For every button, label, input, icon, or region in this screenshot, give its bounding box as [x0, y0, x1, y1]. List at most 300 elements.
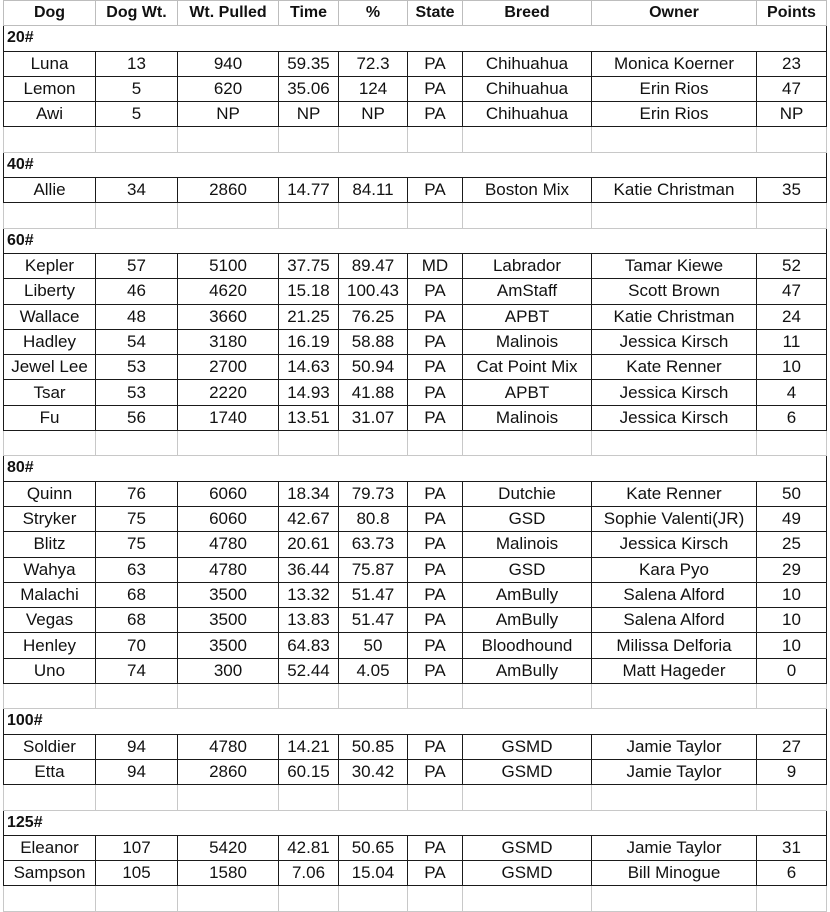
cell-breed[interactable]: Chihuahua	[463, 102, 592, 127]
cell-breed[interactable]: Dutchie	[463, 481, 592, 506]
weight-class-label[interactable]: 100#	[4, 709, 827, 734]
empty-cell[interactable]	[592, 785, 757, 810]
cell-points[interactable]: 10	[757, 633, 827, 658]
empty-cell[interactable]	[463, 127, 592, 152]
empty-cell[interactable]	[4, 785, 96, 810]
cell-points[interactable]: 47	[757, 76, 827, 101]
empty-cell[interactable]	[408, 785, 463, 810]
empty-cell[interactable]	[339, 127, 408, 152]
cell-points[interactable]: 29	[757, 557, 827, 582]
cell-time[interactable]: 13.83	[279, 608, 339, 633]
weight-class-row	[4, 709, 827, 734]
cell-dog[interactable]: Wallace	[4, 304, 96, 329]
cell-state[interactable]: PA	[408, 506, 463, 531]
empty-cell[interactable]	[4, 431, 96, 456]
empty-cell[interactable]	[4, 203, 96, 228]
cell-breed[interactable]: AmBully	[463, 658, 592, 683]
table-body	[4, 26, 827, 911]
empty-cell[interactable]	[592, 431, 757, 456]
cell-percent[interactable]: 72.3	[339, 51, 408, 76]
cell-dog-weight[interactable]: 48	[96, 304, 178, 329]
cell-dog-weight[interactable]: 70	[96, 633, 178, 658]
cell-weight-pulled[interactable]: 3180	[178, 329, 279, 354]
empty-cell[interactable]	[96, 886, 178, 911]
column-header-time[interactable]: Time	[279, 1, 339, 26]
cell-percent[interactable]: 30.42	[339, 759, 408, 784]
table-row	[4, 405, 827, 430]
cell-weight-pulled[interactable]: 2700	[178, 355, 279, 380]
table-row	[4, 759, 827, 784]
cell-time[interactable]: 14.63	[279, 355, 339, 380]
table-row	[4, 380, 827, 405]
cell-owner[interactable]: Salena Alford	[592, 608, 757, 633]
cell-points[interactable]: 35	[757, 178, 827, 203]
cell-time[interactable]: 14.93	[279, 380, 339, 405]
cell-dog-weight[interactable]: 76	[96, 481, 178, 506]
empty-cell[interactable]	[339, 886, 408, 911]
cell-dog-weight[interactable]: 5	[96, 76, 178, 101]
cell-state[interactable]: PA	[408, 658, 463, 683]
cell-percent[interactable]: 84.11	[339, 178, 408, 203]
cell-weight-pulled[interactable]: 4780	[178, 557, 279, 582]
column-header-percent[interactable]: %	[339, 1, 408, 26]
cell-time[interactable]: 21.25	[279, 304, 339, 329]
cell-points[interactable]: 10	[757, 582, 827, 607]
empty-cell[interactable]	[463, 431, 592, 456]
cell-state[interactable]: MD	[408, 253, 463, 278]
cell-dog-weight[interactable]: 68	[96, 582, 178, 607]
cell-time[interactable]: 42.81	[279, 835, 339, 860]
cell-owner[interactable]: Salena Alford	[592, 582, 757, 607]
cell-weight-pulled[interactable]: 3660	[178, 304, 279, 329]
cell-percent[interactable]: 76.25	[339, 304, 408, 329]
cell-owner[interactable]: Erin Rios	[592, 102, 757, 127]
empty-cell[interactable]	[178, 127, 279, 152]
column-header-state[interactable]: State	[408, 1, 463, 26]
cell-state[interactable]: PA	[408, 178, 463, 203]
cell-points[interactable]: 47	[757, 279, 827, 304]
cell-time[interactable]: 20.61	[279, 532, 339, 557]
cell-percent[interactable]: 50.85	[339, 734, 408, 759]
table-row	[4, 329, 827, 354]
cell-state[interactable]: PA	[408, 835, 463, 860]
empty-cell[interactable]	[592, 127, 757, 152]
cell-owner[interactable]: Kate Renner	[592, 355, 757, 380]
cell-breed[interactable]: GSD	[463, 506, 592, 531]
cell-dog-weight[interactable]: 53	[96, 355, 178, 380]
cell-dog-weight[interactable]: 68	[96, 608, 178, 633]
cell-dog-weight[interactable]: 46	[96, 279, 178, 304]
spacer-row	[4, 785, 827, 810]
cell-breed[interactable]: Chihuahua	[463, 76, 592, 101]
weight-class-row	[4, 456, 827, 481]
column-header-breed[interactable]: Breed	[463, 1, 592, 26]
cell-state[interactable]: PA	[408, 51, 463, 76]
weight-class-row	[4, 152, 827, 177]
spacer-row	[4, 431, 827, 456]
cell-breed[interactable]: Malinois	[463, 405, 592, 430]
table-row	[4, 532, 827, 557]
cell-dog[interactable]: Malachi	[4, 582, 96, 607]
cell-owner[interactable]: Erin Rios	[592, 76, 757, 101]
cell-percent[interactable]: 58.88	[339, 329, 408, 354]
cell-breed[interactable]: APBT	[463, 304, 592, 329]
cell-percent[interactable]: NP	[339, 102, 408, 127]
cell-points[interactable]: 24	[757, 304, 827, 329]
empty-cell[interactable]	[408, 431, 463, 456]
empty-cell[interactable]	[4, 127, 96, 152]
cell-dog-weight[interactable]: 54	[96, 329, 178, 354]
cell-dog[interactable]: Awi	[4, 102, 96, 127]
cell-weight-pulled[interactable]: 4780	[178, 532, 279, 557]
empty-cell[interactable]	[339, 203, 408, 228]
empty-cell[interactable]	[4, 684, 96, 709]
cell-points[interactable]: 25	[757, 532, 827, 557]
cell-owner[interactable]: Bill Minogue	[592, 861, 757, 886]
cell-time[interactable]: 64.83	[279, 633, 339, 658]
table-row	[4, 76, 827, 101]
empty-cell[interactable]	[96, 431, 178, 456]
cell-points[interactable]: 23	[757, 51, 827, 76]
cell-owner[interactable]: Katie Christman	[592, 304, 757, 329]
cell-percent[interactable]: 50.65	[339, 835, 408, 860]
cell-state[interactable]: PA	[408, 355, 463, 380]
cell-owner[interactable]: Jessica Kirsch	[592, 380, 757, 405]
table-row	[4, 633, 827, 658]
empty-cell[interactable]	[757, 684, 827, 709]
cell-weight-pulled[interactable]: 6060	[178, 506, 279, 531]
empty-cell[interactable]	[408, 886, 463, 911]
cell-breed[interactable]: GSMD	[463, 861, 592, 886]
cell-owner[interactable]: Jamie Taylor	[592, 835, 757, 860]
table-row	[4, 279, 827, 304]
cell-time[interactable]: 60.15	[279, 759, 339, 784]
cell-owner[interactable]: Katie Christman	[592, 178, 757, 203]
cell-percent[interactable]: 100.43	[339, 279, 408, 304]
cell-percent[interactable]: 50.94	[339, 355, 408, 380]
empty-cell[interactable]	[757, 203, 827, 228]
cell-dog-weight[interactable]: 105	[96, 861, 178, 886]
cell-percent[interactable]: 31.07	[339, 405, 408, 430]
cell-state[interactable]: PA	[408, 734, 463, 759]
cell-percent[interactable]: 79.73	[339, 481, 408, 506]
empty-cell[interactable]	[96, 785, 178, 810]
empty-cell[interactable]	[463, 785, 592, 810]
cell-points[interactable]: 10	[757, 608, 827, 633]
cell-time[interactable]: 42.67	[279, 506, 339, 531]
cell-weight-pulled[interactable]: 1740	[178, 405, 279, 430]
cell-time[interactable]: 52.44	[279, 658, 339, 683]
column-header-points[interactable]: Points	[757, 1, 827, 26]
cell-points[interactable]: 10	[757, 355, 827, 380]
weight-class-row	[4, 810, 827, 835]
cell-time[interactable]: 15.18	[279, 279, 339, 304]
cell-dog-weight[interactable]: 63	[96, 557, 178, 582]
cell-dog-weight[interactable]: 94	[96, 759, 178, 784]
empty-cell[interactable]	[4, 886, 96, 911]
cell-time[interactable]: 7.06	[279, 861, 339, 886]
table-row	[4, 51, 827, 76]
cell-dog-weight[interactable]: 57	[96, 253, 178, 278]
cell-weight-pulled[interactable]: 5420	[178, 835, 279, 860]
cell-weight-pulled[interactable]: 620	[178, 76, 279, 101]
cell-dog[interactable]: Hadley	[4, 329, 96, 354]
cell-breed[interactable]: GSD	[463, 557, 592, 582]
cell-percent[interactable]: 89.47	[339, 253, 408, 278]
empty-cell[interactable]	[339, 785, 408, 810]
cell-weight-pulled[interactable]: 4620	[178, 279, 279, 304]
cell-points[interactable]: 6	[757, 861, 827, 886]
cell-dog[interactable]: Lemon	[4, 76, 96, 101]
weight-class-label[interactable]: 20#	[4, 26, 827, 51]
cell-dog[interactable]: Tsar	[4, 380, 96, 405]
cell-points[interactable]: 9	[757, 759, 827, 784]
cell-owner[interactable]: Tamar Kiewe	[592, 253, 757, 278]
cell-weight-pulled[interactable]: 300	[178, 658, 279, 683]
cell-time[interactable]: NP	[279, 102, 339, 127]
cell-dog-weight[interactable]: 107	[96, 835, 178, 860]
cell-weight-pulled[interactable]: 3500	[178, 633, 279, 658]
cell-weight-pulled[interactable]: 2860	[178, 759, 279, 784]
cell-dog-weight[interactable]: 34	[96, 178, 178, 203]
table-row	[4, 582, 827, 607]
cell-breed[interactable]: Malinois	[463, 532, 592, 557]
cell-dog[interactable]: Blitz	[4, 532, 96, 557]
cell-dog-weight[interactable]: 75	[96, 532, 178, 557]
empty-cell[interactable]	[757, 127, 827, 152]
empty-cell[interactable]	[279, 684, 339, 709]
cell-owner[interactable]: Jessica Kirsch	[592, 405, 757, 430]
cell-breed[interactable]: GSMD	[463, 835, 592, 860]
cell-dog[interactable]: Wahya	[4, 557, 96, 582]
empty-cell[interactable]	[96, 203, 178, 228]
cell-owner[interactable]: Scott Brown	[592, 279, 757, 304]
cell-percent[interactable]: 50	[339, 633, 408, 658]
cell-time[interactable]: 14.77	[279, 178, 339, 203]
cell-breed[interactable]: Labrador	[463, 253, 592, 278]
empty-cell[interactable]	[96, 684, 178, 709]
cell-state[interactable]: PA	[408, 582, 463, 607]
table-row	[4, 253, 827, 278]
weight-class-label[interactable]: 60#	[4, 228, 827, 253]
cell-percent[interactable]: 4.05	[339, 658, 408, 683]
cell-state[interactable]: PA	[408, 633, 463, 658]
cell-owner[interactable]: Milissa Delforia	[592, 633, 757, 658]
cell-owner[interactable]: Matt Hageder	[592, 658, 757, 683]
cell-time[interactable]: 16.19	[279, 329, 339, 354]
cell-percent[interactable]: 124	[339, 76, 408, 101]
cell-dog[interactable]: Luna	[4, 51, 96, 76]
cell-state[interactable]: PA	[408, 329, 463, 354]
column-header-weight-pulled[interactable]: Wt. Pulled	[178, 1, 279, 26]
cell-points[interactable]: 4	[757, 380, 827, 405]
cell-owner[interactable]: Jessica Kirsch	[592, 532, 757, 557]
cell-breed[interactable]: Malinois	[463, 329, 592, 354]
cell-dog-weight[interactable]: 94	[96, 734, 178, 759]
cell-points[interactable]: 49	[757, 506, 827, 531]
cell-dog[interactable]: Vegas	[4, 608, 96, 633]
empty-cell[interactable]	[279, 203, 339, 228]
cell-state[interactable]: PA	[408, 304, 463, 329]
cell-owner[interactable]: Kara Pyo	[592, 557, 757, 582]
cell-time[interactable]: 13.32	[279, 582, 339, 607]
empty-cell[interactable]	[757, 785, 827, 810]
table-row	[4, 481, 827, 506]
cell-dog[interactable]: Jewel Lee	[4, 355, 96, 380]
cell-dog[interactable]: Henley	[4, 633, 96, 658]
cell-points[interactable]: 27	[757, 734, 827, 759]
cell-points[interactable]: 52	[757, 253, 827, 278]
cell-dog-weight[interactable]: 75	[96, 506, 178, 531]
cell-dog[interactable]: Stryker	[4, 506, 96, 531]
cell-owner[interactable]: Sophie Valenti(JR)	[592, 506, 757, 531]
empty-cell[interactable]	[408, 203, 463, 228]
cell-owner[interactable]: Monica Koerner	[592, 51, 757, 76]
cell-points[interactable]: 6	[757, 405, 827, 430]
cell-breed[interactable]: GSMD	[463, 734, 592, 759]
empty-cell[interactable]	[178, 203, 279, 228]
cell-breed[interactable]: AmStaff	[463, 279, 592, 304]
empty-cell[interactable]	[279, 785, 339, 810]
empty-cell[interactable]	[178, 684, 279, 709]
cell-state[interactable]: PA	[408, 102, 463, 127]
weight-class-row	[4, 228, 827, 253]
cell-owner[interactable]: Jamie Taylor	[592, 759, 757, 784]
cell-state[interactable]: PA	[408, 76, 463, 101]
cell-percent[interactable]: 63.73	[339, 532, 408, 557]
cell-dog[interactable]: Quinn	[4, 481, 96, 506]
cell-state[interactable]: PA	[408, 608, 463, 633]
cell-points[interactable]: NP	[757, 102, 827, 127]
weight-class-label[interactable]: 80#	[4, 456, 827, 481]
empty-cell[interactable]	[463, 886, 592, 911]
empty-cell[interactable]	[96, 127, 178, 152]
cell-time[interactable]: 13.51	[279, 405, 339, 430]
cell-dog-weight[interactable]: 53	[96, 380, 178, 405]
empty-cell[interactable]	[178, 431, 279, 456]
cell-dog[interactable]: Sampson	[4, 861, 96, 886]
cell-breed[interactable]: AmBully	[463, 608, 592, 633]
cell-percent[interactable]: 51.47	[339, 582, 408, 607]
cell-weight-pulled[interactable]: 1580	[178, 861, 279, 886]
empty-cell[interactable]	[757, 886, 827, 911]
cell-breed[interactable]: APBT	[463, 380, 592, 405]
cell-percent[interactable]: 51.47	[339, 608, 408, 633]
empty-cell[interactable]	[339, 431, 408, 456]
cell-weight-pulled[interactable]: 2860	[178, 178, 279, 203]
table-row	[4, 304, 827, 329]
empty-cell[interactable]	[408, 684, 463, 709]
cell-weight-pulled[interactable]: 2220	[178, 380, 279, 405]
cell-weight-pulled[interactable]: 4780	[178, 734, 279, 759]
cell-points[interactable]: 50	[757, 481, 827, 506]
column-header-dog[interactable]: Dog	[4, 1, 96, 26]
cell-points[interactable]: 0	[757, 658, 827, 683]
cell-points[interactable]: 31	[757, 835, 827, 860]
empty-cell[interactable]	[279, 127, 339, 152]
empty-cell[interactable]	[463, 684, 592, 709]
cell-owner[interactable]: Kate Renner	[592, 481, 757, 506]
empty-cell[interactable]	[339, 684, 408, 709]
cell-dog[interactable]: Allie	[4, 178, 96, 203]
cell-time[interactable]: 35.06	[279, 76, 339, 101]
cell-breed[interactable]: Cat Point Mix	[463, 355, 592, 380]
empty-cell[interactable]	[592, 203, 757, 228]
cell-percent[interactable]: 75.87	[339, 557, 408, 582]
cell-dog[interactable]: Etta	[4, 759, 96, 784]
cell-dog-weight[interactable]: 56	[96, 405, 178, 430]
empty-cell[interactable]	[178, 785, 279, 810]
cell-percent[interactable]: 15.04	[339, 861, 408, 886]
cell-time[interactable]: 37.75	[279, 253, 339, 278]
cell-weight-pulled[interactable]: 6060	[178, 481, 279, 506]
empty-cell[interactable]	[408, 127, 463, 152]
cell-weight-pulled[interactable]: NP	[178, 102, 279, 127]
weight-class-label[interactable]: 125#	[4, 810, 827, 835]
cell-time[interactable]: 59.35	[279, 51, 339, 76]
cell-state[interactable]: PA	[408, 481, 463, 506]
cell-state[interactable]: PA	[408, 759, 463, 784]
cell-time[interactable]: 18.34	[279, 481, 339, 506]
cell-state[interactable]: PA	[408, 380, 463, 405]
empty-cell[interactable]	[178, 886, 279, 911]
column-header-owner[interactable]: Owner	[592, 1, 757, 26]
cell-points[interactable]: 11	[757, 329, 827, 354]
cell-dog[interactable]: Liberty	[4, 279, 96, 304]
cell-percent[interactable]: 41.88	[339, 380, 408, 405]
cell-dog[interactable]: Eleanor	[4, 835, 96, 860]
cell-dog[interactable]: Fu	[4, 405, 96, 430]
empty-cell[interactable]	[592, 684, 757, 709]
column-header-dog-weight[interactable]: Dog Wt.	[96, 1, 178, 26]
cell-weight-pulled[interactable]: 940	[178, 51, 279, 76]
empty-cell[interactable]	[279, 431, 339, 456]
weight-class-label[interactable]: 40#	[4, 152, 827, 177]
cell-state[interactable]: PA	[408, 557, 463, 582]
cell-breed[interactable]: Boston Mix	[463, 178, 592, 203]
cell-dog[interactable]: Soldier	[4, 734, 96, 759]
cell-breed[interactable]: GSMD	[463, 759, 592, 784]
cell-state[interactable]: PA	[408, 532, 463, 557]
cell-weight-pulled[interactable]: 5100	[178, 253, 279, 278]
empty-cell[interactable]	[757, 431, 827, 456]
cell-weight-pulled[interactable]: 3500	[178, 608, 279, 633]
cell-breed[interactable]: AmBully	[463, 582, 592, 607]
cell-time[interactable]: 36.44	[279, 557, 339, 582]
cell-time[interactable]: 14.21	[279, 734, 339, 759]
empty-cell[interactable]	[592, 886, 757, 911]
empty-cell[interactable]	[279, 886, 339, 911]
spacer-row	[4, 886, 827, 911]
empty-cell[interactable]	[463, 203, 592, 228]
cell-dog-weight[interactable]: 74	[96, 658, 178, 683]
cell-state[interactable]: PA	[408, 279, 463, 304]
cell-state[interactable]: PA	[408, 405, 463, 430]
cell-owner[interactable]: Jamie Taylor	[592, 734, 757, 759]
cell-dog-weight[interactable]: 13	[96, 51, 178, 76]
cell-dog[interactable]: Kepler	[4, 253, 96, 278]
cell-percent[interactable]: 80.8	[339, 506, 408, 531]
table-row	[4, 861, 827, 886]
cell-breed[interactable]: Chihuahua	[463, 51, 592, 76]
cell-dog-weight[interactable]: 5	[96, 102, 178, 127]
table-row	[4, 506, 827, 531]
cell-breed[interactable]: Bloodhound	[463, 633, 592, 658]
cell-dog[interactable]: Uno	[4, 658, 96, 683]
cell-owner[interactable]: Jessica Kirsch	[592, 329, 757, 354]
cell-state[interactable]: PA	[408, 861, 463, 886]
cell-weight-pulled[interactable]: 3500	[178, 582, 279, 607]
